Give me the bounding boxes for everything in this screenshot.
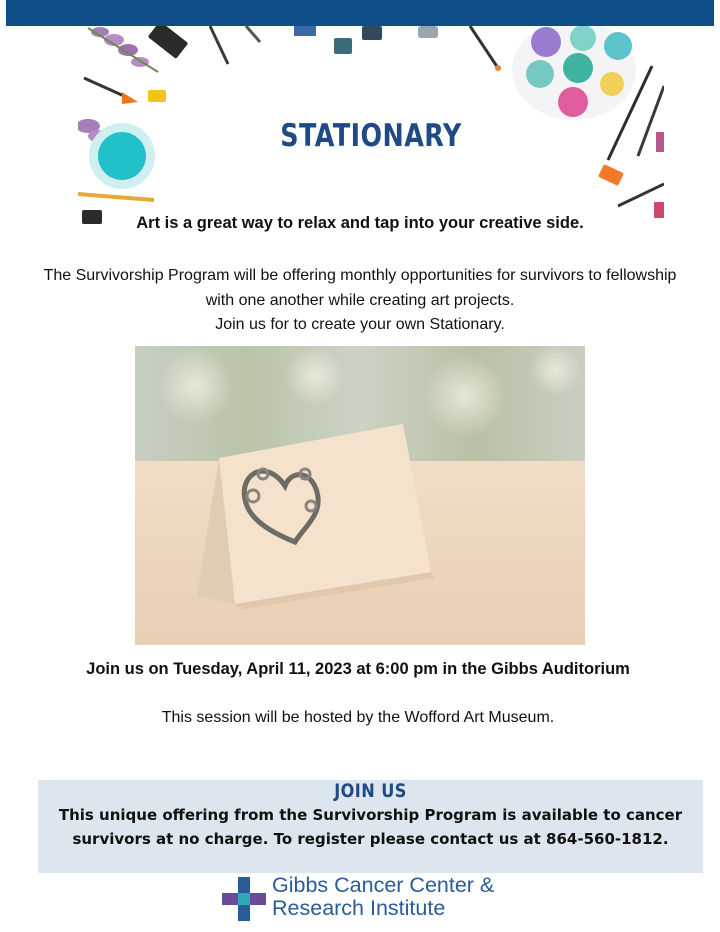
- join-text: [38, 803, 703, 851]
- stationery-photo: [135, 346, 585, 645]
- tagline: Art is a great way to relax and tap into your creative side.: [136, 214, 584, 232]
- intro-paragraph: [0, 264, 720, 338]
- cross-logo-icon: [222, 877, 266, 921]
- intro-line-3: Join us for to create your own Stationary.: [215, 316, 505, 333]
- top-banner-bar: [6, 0, 714, 26]
- logo-line-1: Gibbs Cancer Center &: [272, 873, 495, 897]
- join-title: JOIN US: [334, 780, 407, 802]
- logo-line-2: Research Institute: [272, 896, 446, 920]
- host-note: This session will be hosted by the Wofford Art Museum.: [161, 709, 555, 726]
- join-line-2: survivors at no charge. To register please contact us at 864-560-1812.: [72, 830, 669, 848]
- gibbs-logo: [222, 874, 522, 926]
- paint-palette-icon: [512, 26, 636, 120]
- heart-card-photo: [135, 346, 585, 645]
- lavender-icon: [88, 27, 158, 72]
- join-line-1: This unique offering from the Survivorship Program is available to cancer: [58, 806, 683, 824]
- hero-banner: [78, 26, 664, 234]
- intro-line-1: The Survivorship Program will be offering monthly opportunities for survivors to fellowship: [43, 267, 677, 284]
- ink-case-icon: [148, 26, 189, 59]
- join-us-box: [38, 780, 703, 873]
- hero-title: STATIONARY: [280, 118, 462, 154]
- logo-text: [272, 874, 494, 920]
- event-details: Join us on Tuesday, April 11, 2023 at 6:00 pm in the Gibbs Auditorium: [86, 660, 630, 678]
- intro-line-2: with one another while creating art projects.: [205, 291, 515, 309]
